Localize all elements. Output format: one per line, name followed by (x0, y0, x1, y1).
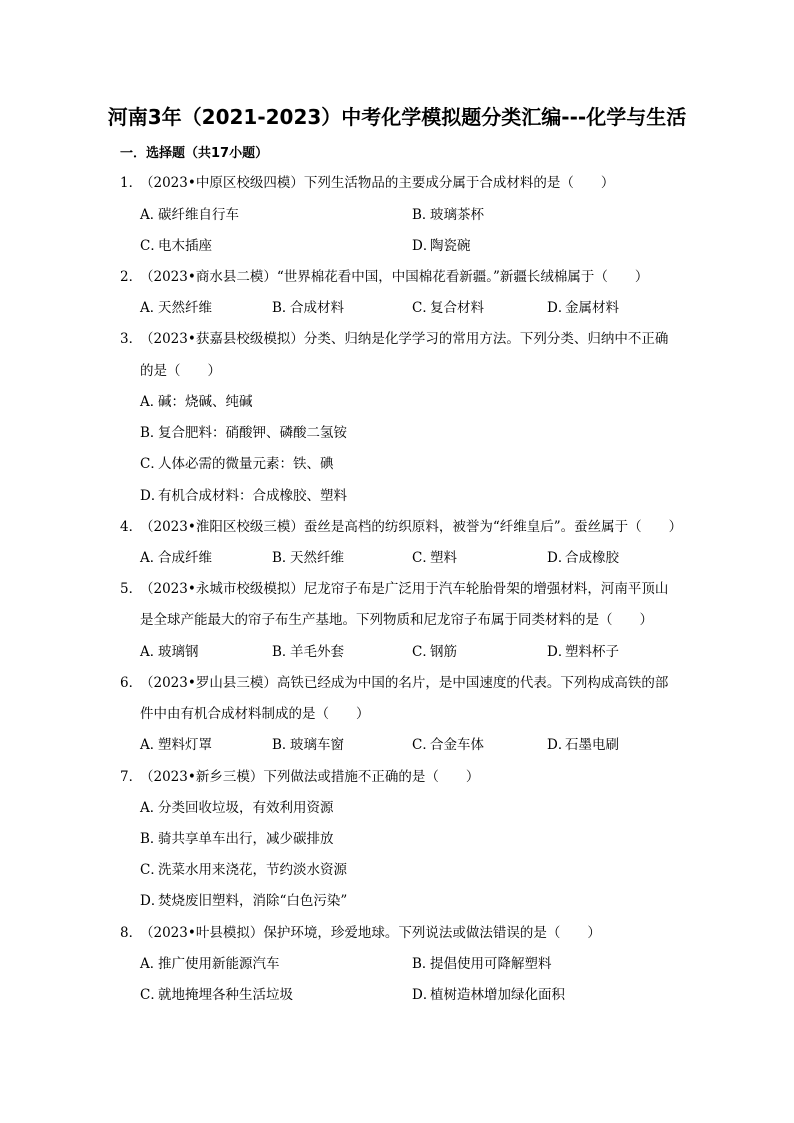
option-text: 钢筋 (430, 644, 457, 660)
option-label: D． (547, 300, 572, 316)
answer-option (140, 423, 347, 443)
option-label: A． (140, 644, 164, 660)
option-label: B． (272, 550, 296, 566)
question-number: 1． (120, 175, 143, 191)
answer-option (140, 860, 347, 880)
option-label: D． (412, 987, 437, 1003)
question-number: 5． (120, 581, 143, 597)
option-label: A． (140, 394, 164, 410)
question-text: （2023•商水县二模）“世界棉花看中国，中国棉花看新疆。”新疆长绒棉属于（ ） (140, 269, 649, 285)
question-stem (120, 517, 682, 537)
question-number: 2． (120, 269, 143, 285)
option-label: A． (140, 956, 164, 972)
option-text: 金属材料 (565, 300, 619, 316)
option-text: 植树造林增加绿化面积 (430, 987, 565, 1003)
question-number: 3． (120, 331, 143, 347)
option-text: 人体必需的微量元素：铁、碘 (158, 456, 334, 472)
option-label: B． (140, 831, 164, 847)
question-text: 是全球产能最大的帘子布生产基地。下列物质和尼龙帘子布属于同类材料的是（ ） (140, 612, 653, 628)
answer-option (140, 798, 334, 818)
question-stem-continued (140, 361, 221, 381)
option-text: 骑共享单车出行，减少碳排放 (158, 831, 334, 847)
option-text: 玻璃茶杯 (430, 207, 484, 223)
answer-option (412, 985, 565, 1005)
question-text: （2023•新乡三模）下列做法或措施不正确的是（ ） (140, 769, 480, 785)
question-stem (120, 173, 614, 193)
option-text: 天然纤维 (158, 300, 212, 316)
option-text: 洗菜水用来浇花，节约淡水资源 (158, 862, 347, 878)
option-label: D． (547, 737, 572, 753)
option-text: 塑料 (430, 550, 457, 566)
answer-option (272, 548, 344, 568)
answer-option (272, 298, 344, 318)
question-text: 的是（ ） (140, 363, 221, 379)
option-label: C． (412, 737, 436, 753)
section-heading: 一．选择题（共17小题） (120, 146, 269, 161)
question-stem (120, 579, 668, 599)
option-text: 就地掩埋各种生活垃圾 (158, 987, 293, 1003)
option-text: 合成橡胶 (565, 550, 619, 566)
answer-option (547, 298, 619, 318)
answer-option (140, 642, 199, 662)
option-label: C． (140, 238, 164, 254)
question-number: 6． (120, 675, 143, 691)
option-label: A． (140, 550, 164, 566)
option-text: 塑料灯罩 (158, 737, 212, 753)
option-text: 合金车体 (430, 737, 484, 753)
question-text: 件中由有机合成材料制成的是（ ） (140, 706, 370, 722)
option-text: 合成材料 (290, 300, 344, 316)
answer-option (547, 548, 619, 568)
question-stem (120, 267, 648, 287)
option-text: 推广使用新能源汽车 (158, 956, 280, 972)
question-text: （2023•罗山县三模）高铁已经成为中国的名片，是中国速度的代表。下列构成高铁的部 (140, 675, 669, 691)
answer-option (547, 735, 619, 755)
question-text: （2023•淮阳区校级三模）蚕丝是高档的纺织原料，被誉为“纤维皇后”。蚕丝属于（ ） (140, 519, 683, 535)
option-text: 复合材料 (430, 300, 484, 316)
question-number: 7． (120, 769, 143, 785)
question-text: （2023•叶县模拟）保护环境，珍爱地球。下列说法或做法错误的是（ ） (140, 925, 601, 941)
answer-option (412, 642, 457, 662)
answer-option (412, 236, 471, 256)
option-label: B． (272, 644, 296, 660)
answer-option (140, 486, 347, 506)
answer-option (412, 205, 484, 225)
answer-option (140, 891, 347, 911)
option-label: B． (272, 300, 296, 316)
option-label: A． (140, 737, 164, 753)
option-text: 石墨电刷 (565, 737, 619, 753)
option-label: B． (140, 425, 164, 441)
option-text: 合成纤维 (158, 550, 212, 566)
question-number: 8． (120, 925, 143, 941)
answer-option (140, 392, 253, 412)
answer-option (547, 642, 619, 662)
option-text: 碱：烧碱、纯碱 (158, 394, 253, 410)
option-label: A． (140, 300, 164, 316)
option-label: B． (272, 737, 296, 753)
option-label: D． (412, 238, 437, 254)
answer-option (140, 236, 212, 256)
answer-option (272, 642, 344, 662)
option-text: 羊毛外套 (290, 644, 344, 660)
option-label: D． (140, 893, 165, 909)
question-stem (120, 767, 479, 787)
answer-option (272, 735, 344, 755)
option-text: 玻璃车窗 (290, 737, 344, 753)
answer-option (412, 735, 484, 755)
answer-option (140, 829, 334, 849)
option-text: 天然纤维 (290, 550, 344, 566)
answer-option (412, 548, 457, 568)
answer-option (140, 548, 212, 568)
answer-option (140, 985, 293, 1005)
option-text: 塑料杯子 (565, 644, 619, 660)
option-text: 焚烧废旧塑料，消除“白色污染” (158, 893, 348, 909)
option-label: B． (412, 207, 436, 223)
question-stem (120, 923, 601, 943)
option-text: 提倡使用可降解塑料 (430, 956, 552, 972)
option-label: A． (140, 800, 164, 816)
option-text: 复合肥料：硝酸钾、磷酸二氢铵 (158, 425, 347, 441)
option-label: D． (547, 644, 572, 660)
option-label: C． (140, 456, 164, 472)
answer-option (412, 298, 484, 318)
option-label: D． (547, 550, 572, 566)
answer-option (140, 454, 334, 474)
question-stem (120, 673, 668, 693)
option-label: C． (140, 987, 164, 1003)
question-stem-continued (140, 610, 653, 630)
answer-option (140, 735, 212, 755)
answer-option (140, 298, 212, 318)
option-text: 碳纤维自行车 (158, 207, 239, 223)
answer-option (412, 954, 552, 974)
question-number: 4． (120, 519, 143, 535)
option-text: 电木插座 (158, 238, 212, 254)
option-text: 分类回收垃圾，有效利用资源 (158, 800, 334, 816)
option-label: D． (140, 488, 165, 504)
option-label: C． (412, 644, 436, 660)
question-text: （2023•永城市校级模拟）尼龙帘子布是广泛用于汽车轮胎骨架的增强材料，河南平顶山 (140, 581, 669, 597)
answer-option (140, 954, 280, 974)
option-text: 陶瓷碗 (430, 238, 471, 254)
option-label: C． (412, 550, 436, 566)
page-title: 河南3年（2021-2023）中考化学模拟题分类汇编---化学与生活 (107, 105, 687, 129)
answer-option (140, 205, 239, 225)
option-label: A． (140, 207, 164, 223)
option-text: 玻璃钢 (158, 644, 199, 660)
question-stem (120, 329, 668, 349)
option-label: B． (412, 956, 436, 972)
option-label: C． (140, 862, 164, 878)
question-stem-continued (140, 704, 370, 724)
option-label: C． (412, 300, 436, 316)
question-text: （2023•中原区校级四模）下列生活物品的主要成分属于合成材料的是（ ） (140, 175, 615, 191)
option-text: 有机合成材料：合成橡胶、塑料 (158, 488, 347, 504)
question-text: （2023•获嘉县校级模拟）分类、归纳是化学学习的常用方法。下列分类、归纳中不正确 (140, 331, 669, 347)
